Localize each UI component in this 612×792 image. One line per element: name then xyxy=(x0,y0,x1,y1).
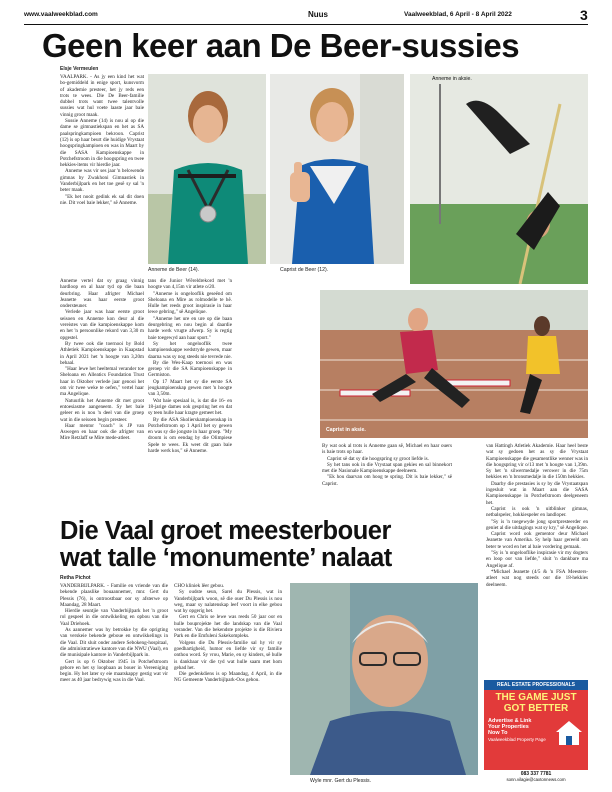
story2-column-2 xyxy=(174,583,282,783)
page-number: 3 xyxy=(580,7,588,23)
paragraph: "Ek het nooit gedink ek sal dit doen nie. Dit voel baie lekker," sê Anneme. xyxy=(60,193,144,206)
ad-line-4: Advertise & Link xyxy=(488,718,532,724)
story2-headline-line-1: Die Vaal groet meesterbouer xyxy=(60,517,391,545)
paragraph: "Anneme is ongelooflik geseënd om Sheloana en Mire as rolmodelle te hê. Hulle het reeds groot inspirasie in haar lewe gebring," sê Angelique. xyxy=(148,290,232,316)
paragraph: "Haar lewe het heeltemal verander toe Sheloana en Alleatics Foundation Trust haar in Oktober verlede jaar genooi het om vir twee weke te oefen," vertel haar ma Angelique. xyxy=(60,366,144,398)
ad-phone[interactable]: 083 337 7781 xyxy=(520,771,552,777)
ad-contact xyxy=(484,770,588,784)
story1-column-1 xyxy=(60,74,144,274)
story1-column-4 xyxy=(322,443,452,513)
paragraph: Sy het ongelooflik twee kampioenskappe wedstryde gewen, maar daarna was sy nog steeds nie tevrede nie. xyxy=(148,340,232,360)
paragraph: Hierdie seuntjie van Vanderbijlpark het 'n groot rol gespeel in die ontwikkeling en opbou van die Vaal Driehoek. xyxy=(60,608,168,627)
athlete-portrait-illustration xyxy=(148,74,266,264)
page-header xyxy=(24,7,594,23)
ad-line-3: GOT BETTER xyxy=(503,703,569,714)
paragraph: Caprist sê dat sy die hoogspring sy groot liefde is. xyxy=(327,455,429,462)
story2-column-1 xyxy=(60,583,168,783)
paragraph: VAALPARK. - As jy een kind het wat bo-gemiddeld in enige sport, kunsvorm of akademie presteer, het jy reds een trots te wees. Die De Beer-familie dubbel trots want twee talentvolle sussies wat hul voete laaste jaar baie vinnig groot maak. xyxy=(60,74,144,118)
caption-anneme-medal: Anneme de Beer (14). xyxy=(148,267,200,273)
paragraph: Sy oudste seun, Sarel du Plessis, wat in Vanderbijlpark woon, sê die ouer Du Plessis is nou weg, maar sy nalatenskap leef voort in elke gebou wat hy opgerig het. xyxy=(174,589,282,615)
paragraph: Volgens die Du Plessis-familie sal hy vir sy goedhartigheid, humor en liefde vir sy familie onthou word. Sy vrou, Marie, en sy kinders, sê hulle is dankbaar vir die tyd wat hulle saam met hom gehad het. xyxy=(174,639,282,671)
ad-house-icon xyxy=(554,718,584,746)
paragraph: "Anneme het ure en ure op die baan deurgebring en nou begin al daardie harde werk vrugte afwerp. Sy is regtig baie toegewyd aan haar sport." xyxy=(148,315,232,341)
story2-headline xyxy=(60,518,480,572)
ad-line-1: REAL ESTATE PROFESSIONALS xyxy=(496,682,576,688)
ad-line-5: Your Properties xyxy=(488,724,529,730)
paragraph: *Michael Jeanette (4/5 & 'n FSA Meesters-atleet wat nog steeds oor die 18-hekkies deelneem. xyxy=(486,568,588,588)
paragraph: Sy het tans ook in die Vrystaat span gekies en sal binnekort met die Nasionale Kampioenskappe deelneem. xyxy=(322,461,452,475)
paragraph: Op 17 Maart het sy die eerste SA jeugkampioenskap gewen met 'n hoogte van 3,50m. xyxy=(148,378,232,398)
story2-headline-line-2: wat talle ‘monumente’ nalaat xyxy=(60,544,392,572)
hurdles-illustration xyxy=(320,290,588,438)
paragraph: Haar mentor "coach" is JP van Aswegen en haar ook die afrigter van Mire Retzlaff se Mire mede-atleet. xyxy=(60,422,144,442)
paragraph: As aannemer was hy betrokke by die oprigting van verskeie bekende geboue en ontwikkelings in die Vaal. Dit sluit onder andere Sebokeng-hospitaal, die administratiewe kantore van die NWU (Vaal), en die munisipale kantore in Vanderbijlpark in. xyxy=(60,627,168,659)
caption-caprist-thumbs-up: Caprist de Beer (12). xyxy=(280,267,329,273)
paragraph: Die gedenkdiens is op Maandag, 4 April, in die NG Gemeente Vanderbijlpark-Oos gehou. xyxy=(174,671,282,684)
paragraph: Daarby die prestasies is sy by die Vrystaatspan ingesluit wat in Maart aan die SASA Kampioenskappe in Potchefstroom deelgeneem het. xyxy=(486,480,588,506)
ad-band xyxy=(484,680,588,690)
story1-byline: Elsje Vermeulen xyxy=(60,66,99,72)
paragraph: "Sy is 'n ongelooflike inspirasie vir my dogters en loop oor van liefde," sluit 'n dankbare ma Angelique af. xyxy=(486,550,588,569)
paragraph: van Hattingh Atletiek Akademie. Haar heel beste wat sy gedoen het as sy die Vrystaat Kampioenskappe die gesamentlike wenner was in die hoogspring vir o/13 met 'n hoogte van 1,39m. Sy het 'n silwermedalje verower in die 75m hekkies en 'n bronsmedalje in die 150m hekkies. xyxy=(486,443,588,481)
photo-caprist-in-action xyxy=(320,290,588,438)
paragraph: "Ek hou daarvan om hoog te spring. Dit is baie lekker," sê Caprist. xyxy=(322,474,452,487)
paragraph: tans die Junior Wêreldrekord met 'n hoogte van 4,15m vir atlete o/20. xyxy=(148,278,232,291)
story2-byline: Retha Pichot xyxy=(60,575,91,581)
portrait-illustration xyxy=(290,583,478,775)
story1-headline: Geen keer aan De Beer-sussies xyxy=(42,27,520,64)
paragraph: By die Wes-Kaap toernooi en was geroep vir die SA Kampioenskappe in Germiston. xyxy=(148,359,232,379)
caption-anneme-in-action: Anneme in aksie. xyxy=(432,76,472,82)
ad-line-6: Now To xyxy=(488,730,508,736)
header-rule xyxy=(24,24,588,25)
photo-caprist-thumbs-up xyxy=(270,74,404,264)
paragraph: Caprist word ook gementor deur Michael Jeanette van Amerika. Sy help haar gereeld om beter te word en het al baie vordering gemaak. xyxy=(486,531,588,550)
ad-line-2: THE GAME JUST xyxy=(495,692,577,703)
caption-caprist-in-action: Caprist in aksie. xyxy=(326,427,366,433)
ad-email[interactable]: sonn.vilagie@caxtonnews.com xyxy=(506,777,566,782)
paragraph: "Sy is 'n toegewyde jong sportpresteerder en geniet al die uitdagings wat sy kry," sê Angelique. xyxy=(486,518,588,531)
ad-line-7: Vaalweekblad Property Page xyxy=(488,737,546,742)
paragraph: Sussie Anneme (14) is nou al op die dame se gimnastiekspan en het as SA paalspringkampioen bekroon. Caprist (12) is op haar beurt die huidige Vrystaat hoogspringkampioen en was in Maart by die SASA Kampioenskappe in Potchefstroom in die hoogspring en twee hekkies-items vir hierdie jaar. xyxy=(60,118,144,169)
photo-gert-du-plessis xyxy=(290,583,478,775)
paragraph: Anneme was vir ses jaar 'n belowende gimnas by Zwakhoni Gimnastiek in Vanderbijlpark en het toe gesê sy sal 'n beter maak. xyxy=(60,168,144,194)
story1-column-3 xyxy=(148,278,232,518)
paragraph: Verlede jaar was haar eerste groot seisoen en Anneme kon deur al die vereistes van die kampioenskappe kom en het 'n persoonlike rekord van 3,30 m opgestel. xyxy=(60,309,144,341)
paragraph: Natuurlik het Anneme dit met groot entoesiasme aangeneem. Sy het baie geleer en is nou 'n deel van die groep wat in die seisoen begin presteer. xyxy=(60,397,144,423)
pole-vault-illustration xyxy=(410,74,588,284)
athlete-portrait-illustration xyxy=(270,74,404,264)
story1-column-2 xyxy=(60,278,144,518)
paragraph: Wat baie spesiaal is, is dat die 16- en 18-jarige dames ook gespring het en dat sy teen hulle haar kragte gemeet het. xyxy=(148,397,232,417)
paragraph: CHO kliniek lêer gebou. xyxy=(174,583,225,589)
website-url[interactable]: www.vaalweekblad.com xyxy=(24,11,98,18)
paragraph: By die ASA Skolierskampioenskap in Potchefstroom op 1 April het sy gewen en was sy die jongste in haar groep. "My droom is om eendag by die Olimpiese Spele te wees. Ek weet dit gaan baie harde werk kos," sê Anneme. xyxy=(148,416,232,455)
section-label: Nuus xyxy=(308,10,328,19)
paragraph: Anneme vertel dat sy graag vinnig hardloop en al haar tyd op die baan deurbring. Haar afrigter Michael Jeanette was haar eerste groot ondersteuner. xyxy=(60,278,144,310)
photo-anneme-in-action xyxy=(410,74,588,284)
caption-gert-du-plessis: Wyle mnr. Gert du Plessis. xyxy=(310,778,372,784)
paragraph: By wat ook al trots is Anneme gaan sê, Michael en haar ouers is baie trots op haar. xyxy=(322,443,452,456)
paragraph: VANDERBIJLPARK. - Familie en vriende van die bekende plaaslike bouaannemer, mnr. Gert du Plessis (76), is ontroostbaar oor sy afsterwe op Maandag, 28 Maart. xyxy=(60,583,168,608)
paragraph: Gert is op 6 Oktober 1945 in Potchefstroom gebore en het sy loopbaan as bouer in Vereeniging begin. Hy het later sy eie maatskappy gestig wat vir meer as 40 jaar bedrywig was in die Vaal. xyxy=(60,658,168,684)
paragraph: Caprist is ook 'n uitblinker gimnas, netbalspeler, hokkiespeler en landloper. xyxy=(486,505,588,519)
story1-column-5 xyxy=(486,443,588,665)
edition-date: Vaalweekblad, 6 April - 8 April 2022 xyxy=(404,11,512,18)
paragraph: By twee ook die toernooi by Bold Athletiek Kampioenskappe in Kaapstad in April 2021 het 'n hoogte van 3,20m behaal. xyxy=(60,340,144,366)
paragraph: Gert en Chris se lewe was reeds 50 jaar oor en hulle bouprojekte het die landskap van die Vaal verander. Van die bekendste projekte is die Riviera Park en die Emfuleni Sakekompleks. xyxy=(174,614,282,640)
real-estate-advertisement[interactable] xyxy=(484,680,588,784)
photo-anneme-medal xyxy=(148,74,266,264)
